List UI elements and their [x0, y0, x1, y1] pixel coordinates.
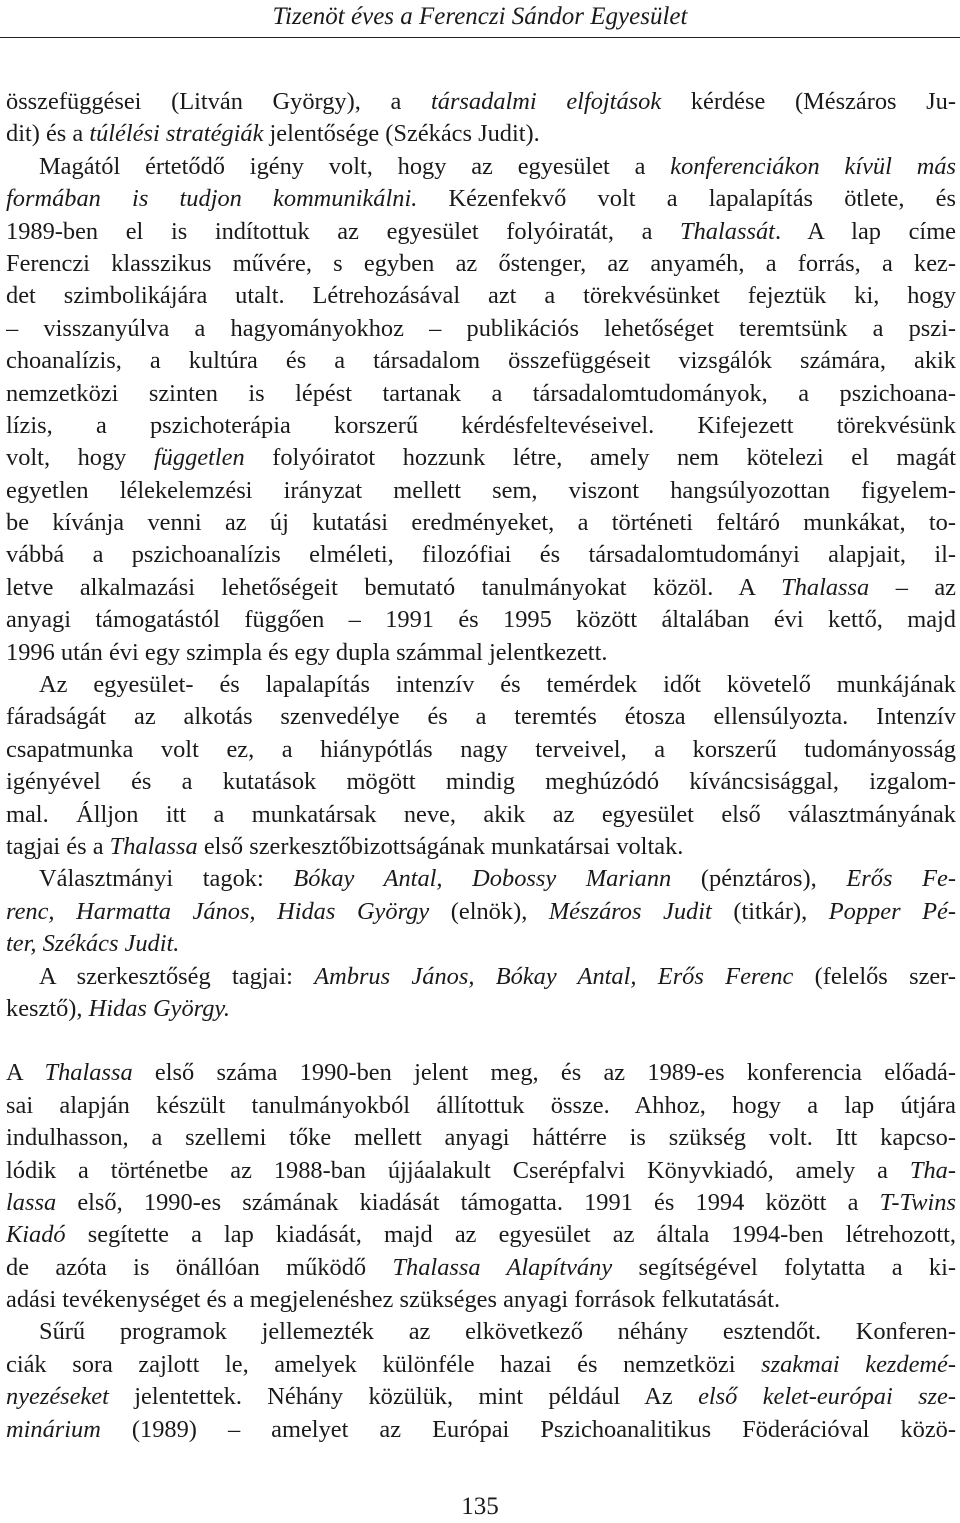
- text-run: adási tevékenységet és a megjelenéshez szükséges anyagi források felkutatását.: [6, 1286, 781, 1314]
- text-line: [6, 734, 956, 766]
- italic-phrase: T-Twins: [879, 1188, 956, 1216]
- text-run: 1996 után évi egy szimpla és egy dupla számmal jelentkezett.: [6, 638, 608, 666]
- text-line: [6, 507, 956, 539]
- text-run: sai alapján készült tanulmányokból állítottuk össze. Ahhoz, hogy a lap útjára: [6, 1091, 956, 1119]
- text-line: [6, 151, 956, 183]
- text-run: Választmányi tagok:: [39, 865, 294, 893]
- italic-phrase: lassa: [6, 1188, 57, 1216]
- italic-phrase: Tha-: [909, 1156, 956, 1184]
- text-run: A szerkesztőség tagjai:: [39, 962, 315, 990]
- text-run: Ferenczi klasszikus művére, s egyben az őstenger, az anyaméh, a forrás, a kez-: [6, 249, 956, 277]
- text-run: indulhasson, a szellemi tőke mellett anyagi háttérre is szükség volt. Itt kapcso-: [6, 1124, 956, 1152]
- text-line: [6, 410, 956, 442]
- text-line: [6, 86, 956, 118]
- text-line: [6, 539, 956, 571]
- text-line: [6, 1155, 956, 1187]
- italic-phrase: Ambrus János, Bókay Antal, Erős Ferenc: [314, 962, 794, 990]
- text-run: anyagi támogatástól függően – 1991 és 1995 között általában évi kettő, majd: [6, 606, 956, 634]
- text-run: lódik a történetbe az 1988-ban újjáalakult Cserépfalvi Könyvkiadó, amely a: [6, 1156, 910, 1184]
- text-run: ciák sora zajlott le, amelyek különféle hazai és nemzetközi: [6, 1350, 762, 1378]
- header-rule: [0, 37, 960, 38]
- text-run: nemzetközi szinten is lépést tartanak a társadalomtudományok, a pszichoana-: [6, 379, 956, 407]
- text-line: [6, 1284, 956, 1316]
- text-line: [6, 313, 956, 345]
- text-line: [6, 1090, 956, 1122]
- text-line: [6, 1316, 956, 1348]
- text-run: vábbá a pszichoanalízis elméleti, filozófiai és társadalomtudományi alapjait, il-: [6, 541, 956, 569]
- text-run: be kívánja venni az új kutatási eredményeket, a történeti feltáró munkákat, to-: [6, 509, 956, 537]
- text-run: tagjai és a: [6, 832, 110, 860]
- italic-phrase: Kiadó: [6, 1221, 66, 1249]
- text-run: A: [6, 1059, 45, 1087]
- text-run: igényével és a kutatások mögött mindig meghúzódó kíváncsisággal, izgalom-: [6, 768, 956, 796]
- italic-phrase: minárium: [6, 1415, 101, 1443]
- italic-phrase: Thalassát: [680, 217, 775, 245]
- text-run: segítette a lap kiadását, majd az egyesület az általa 1994-ben létrehozott,: [65, 1221, 956, 1249]
- text-run: folyóiratot hozzunk létre, amely nem kötelezi el magát: [244, 444, 956, 472]
- text-run: fáradságát az alkotás szenvedélye és a teremtés étosza ellensúlyozta. Intenzív: [6, 703, 956, 731]
- text-line: [6, 1187, 956, 1219]
- text-run: összefüggései (Litván György), a: [6, 88, 431, 115]
- italic-phrase: renc, Harmatta János, Hidas György: [6, 897, 430, 925]
- italic-phrase: ter, Székács Judit.: [6, 930, 180, 958]
- text-line: [6, 863, 956, 895]
- text-line: [6, 896, 956, 928]
- text-line: [6, 1252, 956, 1284]
- section-gap: [6, 1025, 956, 1057]
- italic-phrase: Hidas György.: [88, 994, 231, 1022]
- text-run: 1989-ben el is indítottuk az egyesület folyóiratát, a: [6, 217, 681, 245]
- text-line: [6, 1414, 956, 1446]
- italic-phrase: első kelet-európai sze-: [698, 1383, 956, 1411]
- text-run: mal. Álljon itt a munkatársak neve, akik az egyesület első választmányának: [6, 800, 956, 828]
- text-run: lízis, a pszichoterápia korszerű kérdésfeltevéseivel. Kifejezett törekvésünk: [6, 411, 956, 439]
- text-run: – az: [869, 573, 956, 601]
- italic-phrase: Thalassa Alapítvány: [392, 1253, 613, 1281]
- italic-phrase: társadalmi elfojtások: [430, 88, 662, 115]
- text-line: [6, 248, 956, 280]
- text-line: [6, 345, 956, 377]
- text-run: csapatmunka volt ez, a hiánypótlás nagy terveivel, a korszerű tudományosság: [6, 735, 956, 763]
- text-run: . A lap címe: [774, 217, 956, 245]
- text-line: [6, 1381, 956, 1413]
- italic-phrase: Mészáros Judit: [548, 897, 712, 925]
- text-run: de azóta is önállóan működő: [6, 1253, 393, 1281]
- text-line: [6, 669, 956, 701]
- italic-phrase: Erős Fe-: [846, 865, 956, 893]
- text-run: dit) és a: [6, 120, 90, 148]
- italic-phrase: Popper Pé-: [828, 897, 956, 925]
- text-line: [6, 1219, 956, 1251]
- text-run: (1989) – amelyet az Európai Pszichoanalitikus Föderációval közö-: [100, 1415, 956, 1443]
- italic-phrase: Thalassa: [781, 573, 870, 601]
- text-run: kesztő),: [6, 994, 89, 1022]
- text-run: első szerkesztőbizottságának munkatársai voltak.: [197, 832, 684, 860]
- text-line: [6, 280, 956, 312]
- text-run: Kézenfekvő volt a lapalapítás ötlete, és: [417, 185, 956, 213]
- text-line: [6, 993, 956, 1025]
- italic-phrase: formában is tudjon kommunikálni.: [6, 185, 418, 213]
- text-run: jelentettek. Néhány közülük, mint például Az: [108, 1383, 699, 1411]
- text-run: volt, hogy: [6, 444, 154, 472]
- text-run: jelentősége (Székács Judit).: [263, 120, 540, 148]
- text-run: segítségével folytatta a ki-: [612, 1253, 956, 1281]
- text-line: [6, 572, 956, 604]
- text-run: Sűrű programok jellemezték az elkövetkező néhány esztendőt. Konferen-: [39, 1318, 956, 1346]
- text-line: [6, 475, 956, 507]
- text-line: [6, 183, 956, 215]
- text-line: [6, 378, 956, 410]
- text-run: det szimbolikájára utalt. Létrehozásával azt a törekvésünket fejeztük ki, hogy: [6, 282, 956, 310]
- italic-phrase: Thalassa: [44, 1059, 133, 1087]
- text-run: első száma 1990-ben jelent meg, és az 1989-es konferencia előadá-: [132, 1059, 956, 1087]
- running-header: [0, 0, 960, 42]
- text-line: [6, 1057, 956, 1089]
- text-line: [6, 799, 956, 831]
- text-line: [6, 766, 956, 798]
- body-text: [6, 86, 956, 1446]
- italic-phrase: Bókay Antal, Dobossy Mariann: [293, 865, 672, 893]
- italic-phrase: Thalassa: [109, 832, 198, 860]
- page-number: 135: [461, 1493, 499, 1520]
- text-line: [6, 928, 956, 960]
- text-line: [6, 216, 956, 248]
- text-line: [6, 831, 956, 863]
- italic-phrase: konferenciákon kívül más: [670, 152, 956, 180]
- text-run: letve alkalmazási lehetőségeit bemutató tanulmányokat közöl. A: [6, 573, 782, 601]
- italic-phrase: független: [153, 444, 245, 472]
- text-line: [6, 604, 956, 636]
- text-run: (titkár),: [711, 897, 829, 925]
- text-run: Az egyesület- és lapalapítás intenzív és temérdek időt követelő munkájának: [39, 671, 956, 699]
- running-title: Tizenöt éves a Ferenczi Sándor Egyesület: [272, 3, 688, 30]
- text-run: első, 1990-es számának kiadását támogatta. 1991 és 1994 között a: [56, 1188, 880, 1216]
- text-run: Magától értetődő igény volt, hogy az egyesület a: [39, 152, 671, 180]
- text-line: [6, 701, 956, 733]
- text-run: – visszanyúlva a hagyományokhoz – publikációs lehetőséget teremtsünk a pszi-: [6, 314, 956, 342]
- text-run: (pénztáros),: [671, 865, 847, 893]
- text-line: [6, 961, 956, 993]
- italic-phrase: szakmai kezdemé-: [761, 1350, 956, 1378]
- text-line: [6, 118, 956, 150]
- text-line: [6, 1349, 956, 1381]
- text-run: (felelős szer-: [793, 962, 956, 990]
- text-run: kérdése (Mészáros Ju-: [661, 88, 956, 115]
- text-run: choanalízis, a kultúra és a társadalom összefüggéseit vizsgálók számára, akik: [6, 347, 956, 375]
- text-line: [6, 1122, 956, 1154]
- text-line: [6, 637, 956, 669]
- text-run: egyetlen lélekelemzési irányzat mellett sem, viszont hangsúlyozottan figyelem-: [6, 476, 956, 504]
- italic-phrase: nyezéseket: [6, 1383, 109, 1411]
- text-run: (elnök),: [429, 897, 549, 925]
- italic-phrase: túlélési stratégiák: [89, 120, 264, 148]
- text-line: [6, 442, 956, 474]
